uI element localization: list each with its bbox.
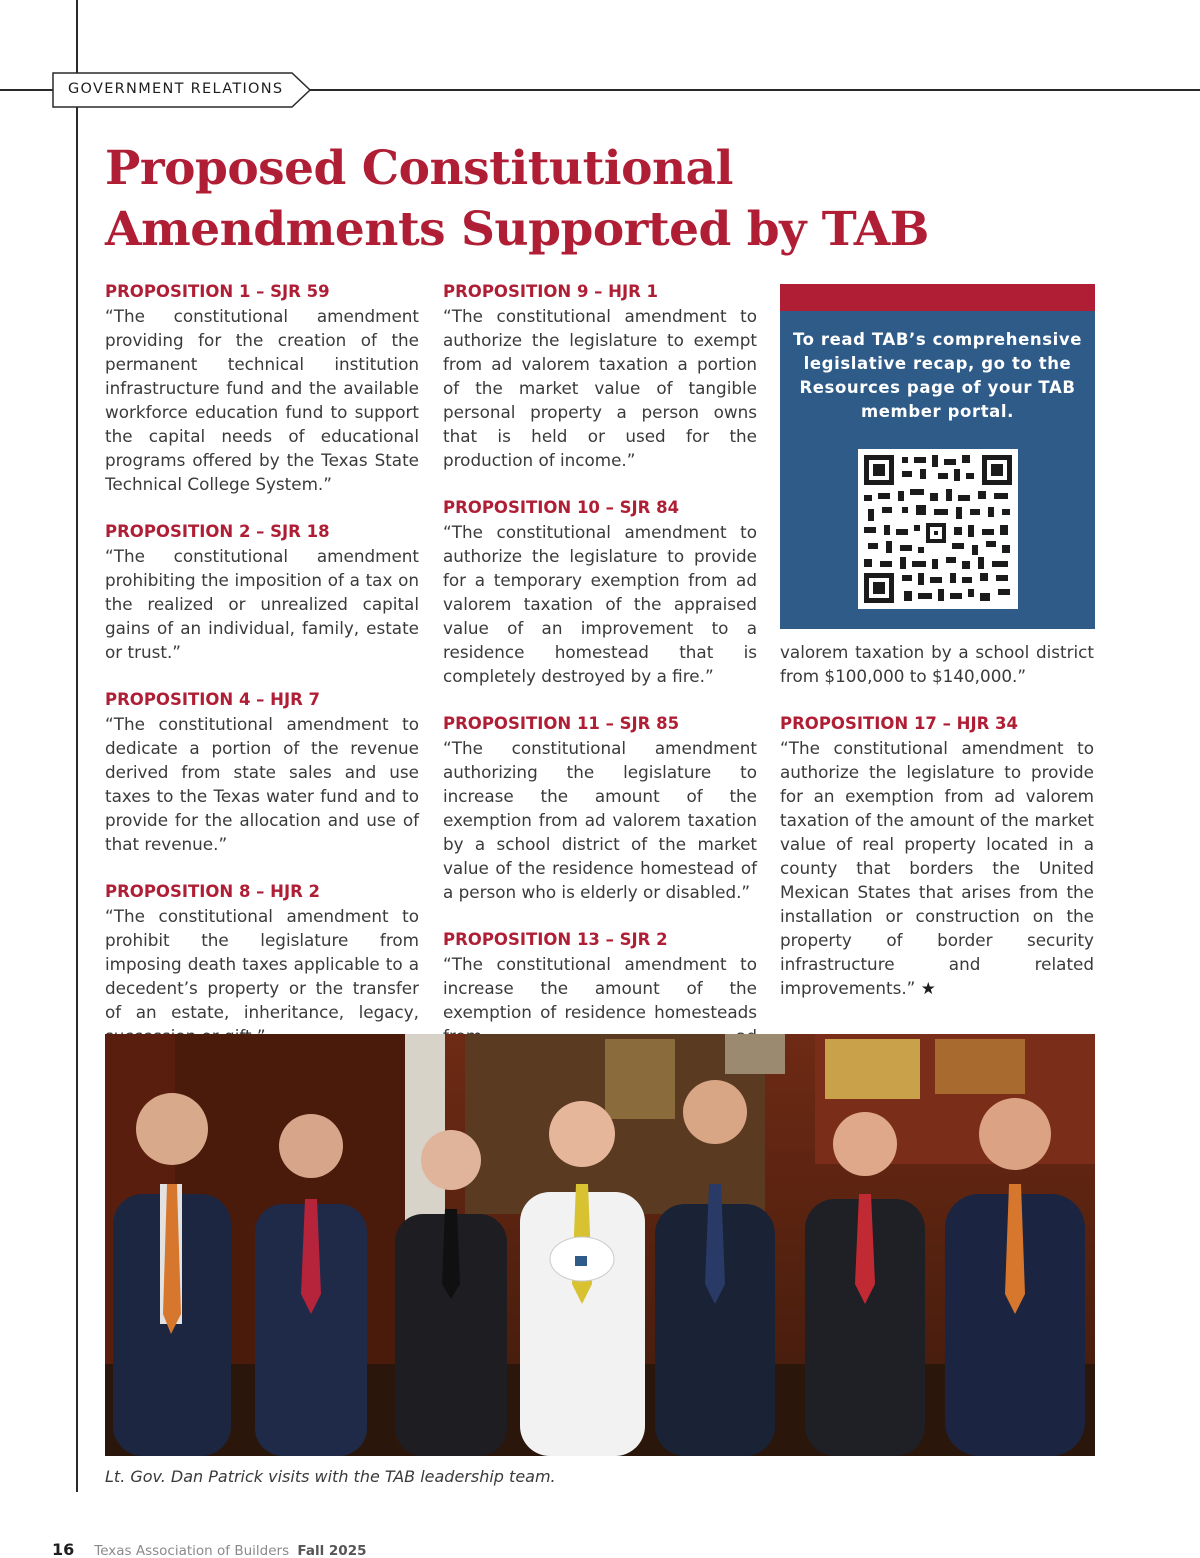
group-photo-illustration (105, 1034, 1095, 1456)
column-2 (443, 280, 757, 1072)
proposition-heading: PROPOSITION 2 – SJR 18 (105, 522, 330, 541)
proposition-heading: PROPOSITION 4 – HJR 7 (105, 690, 321, 709)
recap-callout (780, 284, 1095, 629)
proposition-text: “The constitutional amendment providing for the creation of the permanent technical institution infrastructure fund and the available workforce education fund to support the capital needs of educational programs offered by the Texas State Technical College System.” (105, 306, 419, 494)
leadership-photo (105, 1034, 1095, 1456)
proposition-text: “The constitutional amendment to prohibit the legislature from imposing death taxes applicable to a decedent’s property or the transfer of an estate, inheritance, legacy, (105, 906, 419, 1022)
proposition-11 (443, 712, 757, 904)
photo-caption: Lt. Gov. Dan Patrick visits with the TAB leadership team. (105, 1467, 556, 1486)
proposition-4 (105, 688, 419, 856)
left-margin-rule (76, 0, 78, 1492)
section-tag (52, 72, 312, 108)
page-number: 16 (52, 1540, 75, 1558)
callout-accent-bar (780, 284, 1095, 311)
proposition-9 (443, 280, 757, 472)
proposition-1 (105, 280, 419, 496)
proposition-heading: PROPOSITION 10 – SJR 84 (443, 498, 680, 517)
proposition-13-continued: valorem taxation by a school district from $100,000 to $140,000.” (780, 642, 1094, 686)
callout-text: To read TAB’s comprehensive legislative recap, go to the Resources page of your TAB member portal. (792, 330, 1083, 421)
proposition-text: “The constitutional amendment to dedicate a portion of the revenue derived from state sales and use taxes to the Texas water fund and to provide for the allocation and use of that revenue.” (105, 714, 419, 854)
proposition-text: “The constitutional amendment to increase the amount of the exemption of residence homesteads (443, 954, 757, 1022)
proposition-heading: PROPOSITION 17 – HJR 34 (780, 714, 1019, 733)
proposition-10 (443, 496, 757, 688)
title-line-1: Proposed Constitutional (105, 141, 733, 196)
column-3 (780, 640, 1094, 1024)
proposition-13 (443, 928, 757, 1048)
page-title (105, 138, 1105, 260)
proposition-text (780, 736, 1094, 1000)
proposition-17 (780, 712, 1094, 1000)
proposition-17-body: “The constitutional amendment to authorize the legislature to provide for an exemption from ad valorem taxation of the amount of the market value of real property located in a county that borders the United Mexican States that arises from the installation or construction on the property of border security infrastructure and related improvements.” (780, 738, 1094, 998)
proposition-text: “The constitutional amendment prohibiting the imposition of a tax on the realized or unrealized capital gains of an individual, family, estate or trust.” (105, 546, 419, 662)
proposition-heading: PROPOSITION 8 – HJR 2 (105, 882, 321, 901)
proposition-heading: PROPOSITION 9 – HJR 1 (443, 282, 659, 301)
end-star-icon: ★ (920, 978, 936, 998)
proposition-heading: PROPOSITION 1 – SJR 59 (105, 282, 330, 301)
proposition-text: “The constitutional amendment to authorize the legislature to exempt from ad valorem taxation a portion of the market value of tangible personal property a person owns that is held or used for the production of income.” (443, 306, 757, 470)
proposition-heading: PROPOSITION 13 – SJR 2 (443, 930, 668, 949)
page-footer (52, 1540, 367, 1558)
section-label: GOVERNMENT RELATIONS (68, 81, 284, 97)
issue-label: Fall 2025 (297, 1543, 367, 1558)
title-line-2: Amendments Supported by TAB (105, 202, 929, 257)
proposition-text: “The constitutional amendment authorizing the legislature to increase the amount of the exemption from ad valorem taxation by a school district of the market value of the residence homestead of a person who is elderly or disabled.” (443, 738, 757, 902)
proposition-2 (105, 520, 419, 664)
qr-code-icon[interactable] (858, 449, 1018, 609)
proposition-text: “The constitutional amendment to authorize the legislature to provide for a temporary exemption from ad valorem taxation of the appraised value of an improvement to a residence homestead that is completely destroyed by a fire.” (443, 522, 757, 686)
publication-name: Texas Association of Builders (94, 1543, 290, 1558)
proposition-heading: PROPOSITION 11 – SJR 85 (443, 714, 680, 733)
proposition-8 (105, 880, 419, 1048)
column-1 (105, 280, 419, 1072)
